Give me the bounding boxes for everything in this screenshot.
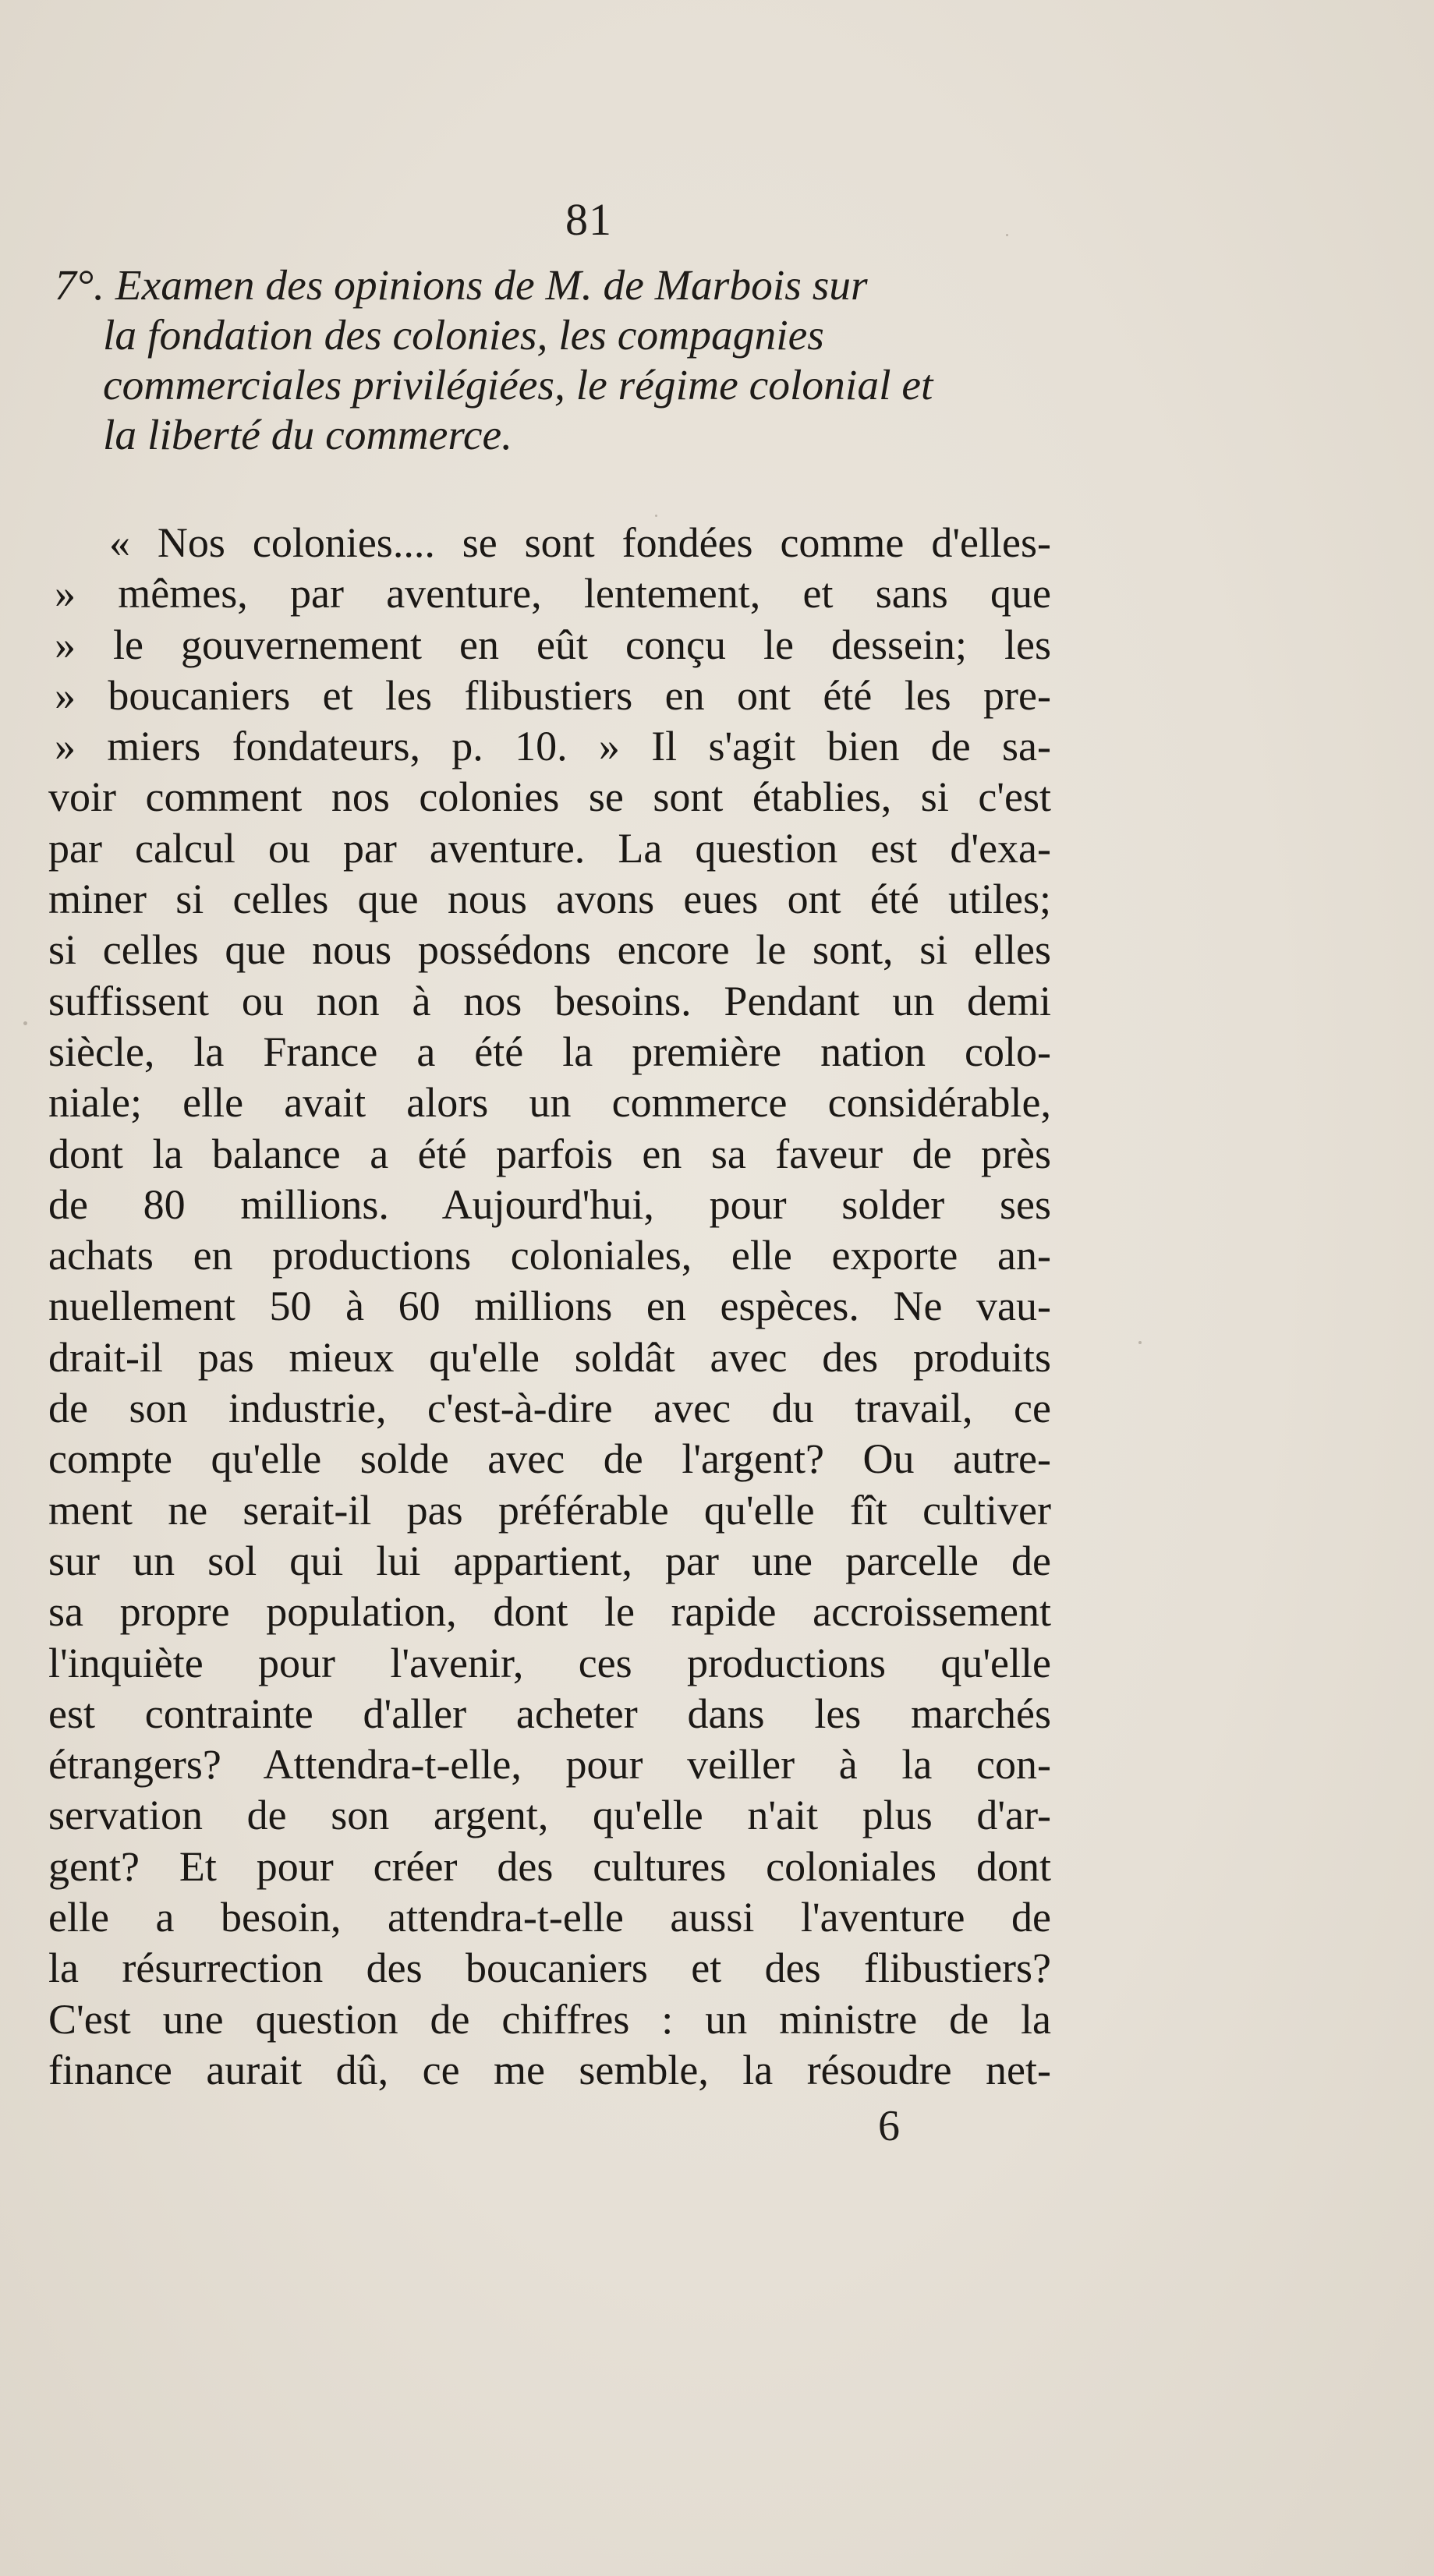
paper-speck	[655, 515, 657, 517]
text-line: étrangers? Attendra-t-elle, pour veiller à la con-	[48, 1741, 1051, 1789]
text-line: « Nos colonies.... se sont fondées comme d'elles-	[109, 519, 1051, 566]
section-heading	[55, 261, 1053, 461]
text-line: l'inquiète pour l'avenir, ces productions qu'elle	[48, 1639, 1051, 1686]
text-line: si celles que nous possédons encore le sont, si elles	[48, 926, 1051, 974]
text-line: par calcul ou par aventure. La question est d'exa-	[48, 824, 1051, 872]
paper-speck	[23, 1021, 27, 1025]
text-line: C'est une question de chiffres : un ministre de la	[48, 1995, 1051, 2043]
text-line: de son industrie, c'est-à-dire avec du travail, ce	[48, 1385, 1051, 1432]
text-line: niale; elle avait alors un commerce considérable,	[48, 1079, 1051, 1127]
heading-line: 7°. Examen des opinions de M. de Marbois sur	[55, 262, 868, 310]
text-line: est contrainte d'aller acheter dans les marchés	[48, 1690, 1051, 1737]
text-line: achats en productions coloniales, elle exporte an-	[48, 1232, 1051, 1279]
text-line: miner si celles que nous avons eues ont été utiles;	[48, 876, 1051, 923]
text-line: voir comment nos colonies se sont établies, si c'est	[48, 773, 1051, 821]
text-line: finance aurait dû, ce me semble, la résoudre net-	[48, 2046, 1051, 2093]
text-line: drait-il pas mieux qu'elle soldât avec des produits	[48, 1333, 1051, 1381]
heading-line: la liberté du commerce.	[103, 412, 513, 459]
text-line: nuellement 50 à 60 millions en espèces. Ne vau-	[48, 1283, 1051, 1330]
text-line: » boucaniers et les flibustiers en ont été les pre-	[55, 671, 1051, 719]
text-line: dont la balance a été parfois en sa faveur de près	[48, 1130, 1051, 1177]
page-number: 81	[565, 194, 612, 245]
text-line: ment ne serait-il pas préférable qu'elle fît cultiver	[48, 1486, 1051, 1534]
heading-line: la fondation des colonies, les compagnies	[103, 312, 824, 359]
text-line: servation de son argent, qu'elle n'ait plus d'ar-	[48, 1792, 1051, 1839]
text-line: sur un sol qui lui appartient, par une parcelle de	[48, 1537, 1051, 1584]
body-paragraph	[48, 518, 1051, 2096]
text-line: siècle, la France a été la première nation colo-	[48, 1028, 1051, 1075]
text-line: gent? Et pour créer des cultures coloniales dont	[48, 1842, 1051, 1890]
text-line: » miers fondateurs, p. 10. » Il s'agit bien de sa-	[55, 723, 1051, 770]
text-line: la résurrection des boucaniers et des flibustiers?	[48, 1944, 1051, 1992]
heading-line: commerciales privilégiées, le régime colonial et	[103, 362, 933, 409]
signature-mark: 6	[878, 2102, 900, 2150]
text-line: de 80 millions. Aujourd'hui, pour solder ses	[48, 1180, 1051, 1228]
text-line: sa propre population, dont le rapide accroissement	[48, 1588, 1051, 1636]
text-line: elle a besoin, attendra-t-elle aussi l'aventure de	[48, 1894, 1051, 1941]
paper-speck	[1006, 234, 1008, 236]
text-line: compte qu'elle solde avec de l'argent? Ou autre-	[48, 1435, 1051, 1483]
text-line: » mêmes, par aventure, lentement, et sans que	[55, 570, 1051, 617]
text-line: suffissent ou non à nos besoins. Pendant un demi	[48, 977, 1051, 1024]
paper-speck	[1138, 1341, 1142, 1344]
text-line: » le gouvernement en eût conçu le dessein; les	[55, 621, 1051, 668]
